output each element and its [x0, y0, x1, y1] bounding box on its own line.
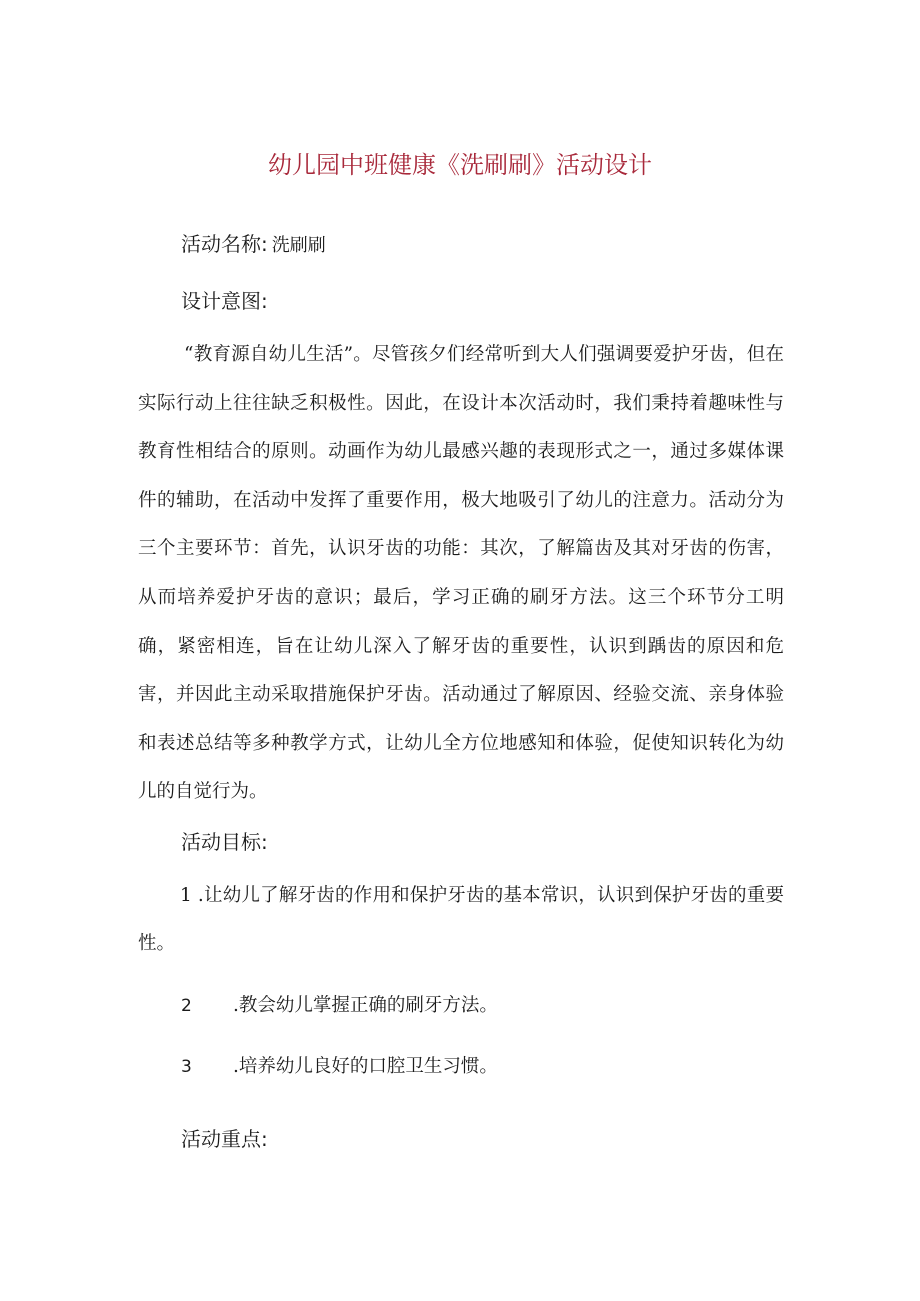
goal-number: 2: [181, 996, 192, 1016]
activity-name-label: 活动名称:: [181, 232, 268, 256]
goal-text: .让幼儿了解牙齿的作用和保护牙齿的基本常识，认识到保护牙齿的重要性。: [138, 885, 784, 954]
goal-text: .教会幼儿掌握正确的刷牙方法。: [233, 995, 498, 1016]
focus-heading: 活动重点:: [181, 1127, 268, 1151]
goal-number: 1: [180, 885, 192, 906]
goal-number: 3: [181, 1057, 192, 1077]
goal-text: .培养幼儿良好的口腔卫生习惯。: [233, 1056, 498, 1077]
goal-item: [181, 991, 498, 1017]
page-title: 幼儿园中班健康《洗刷刷》活动设计: [268, 151, 652, 179]
activity-name-value: 洗刷刷: [271, 235, 326, 256]
goal-item: [138, 872, 784, 968]
design-intent-paragraph: “教育源自幼儿生活”。尽管孩夕们经常听到大人们强调要爱护牙齿，但在实际行动上往往缺乏积极性。因此，在设计本次活动时，我们秉持着趣味性与教育性相结合的原则。动画作为幼儿最感兴趣的表现形式之一，通过多媒体课件的辅助，在活动中发挥了重要作用，极大地吸引了幼儿的注意力。活动分为三个主要环节：首先，认识牙齿的功能：其次，了解篇齿及其对牙齿的伤害，从而培养爱护牙齿的意识；最后，学习正确的刷牙方法。这三个环节分工明确，紧密相连，旨在让幼儿深入了解牙齿的重要性，认识到踽齿的原因和危害，并因此主动采取措施保护牙齿。活动通过了解原因、经验交流、亲身体验和表述总结等多种教学方式，让幼儿全方位地感知和体验，促使知识转化为幼儿的自觉行为。: [138, 344, 784, 803]
goal-item: [181, 1052, 498, 1078]
activity-name-field: [181, 228, 326, 257]
design-intent-heading: 设计意图:: [181, 289, 268, 313]
goals-heading: 活动目标:: [181, 830, 268, 854]
